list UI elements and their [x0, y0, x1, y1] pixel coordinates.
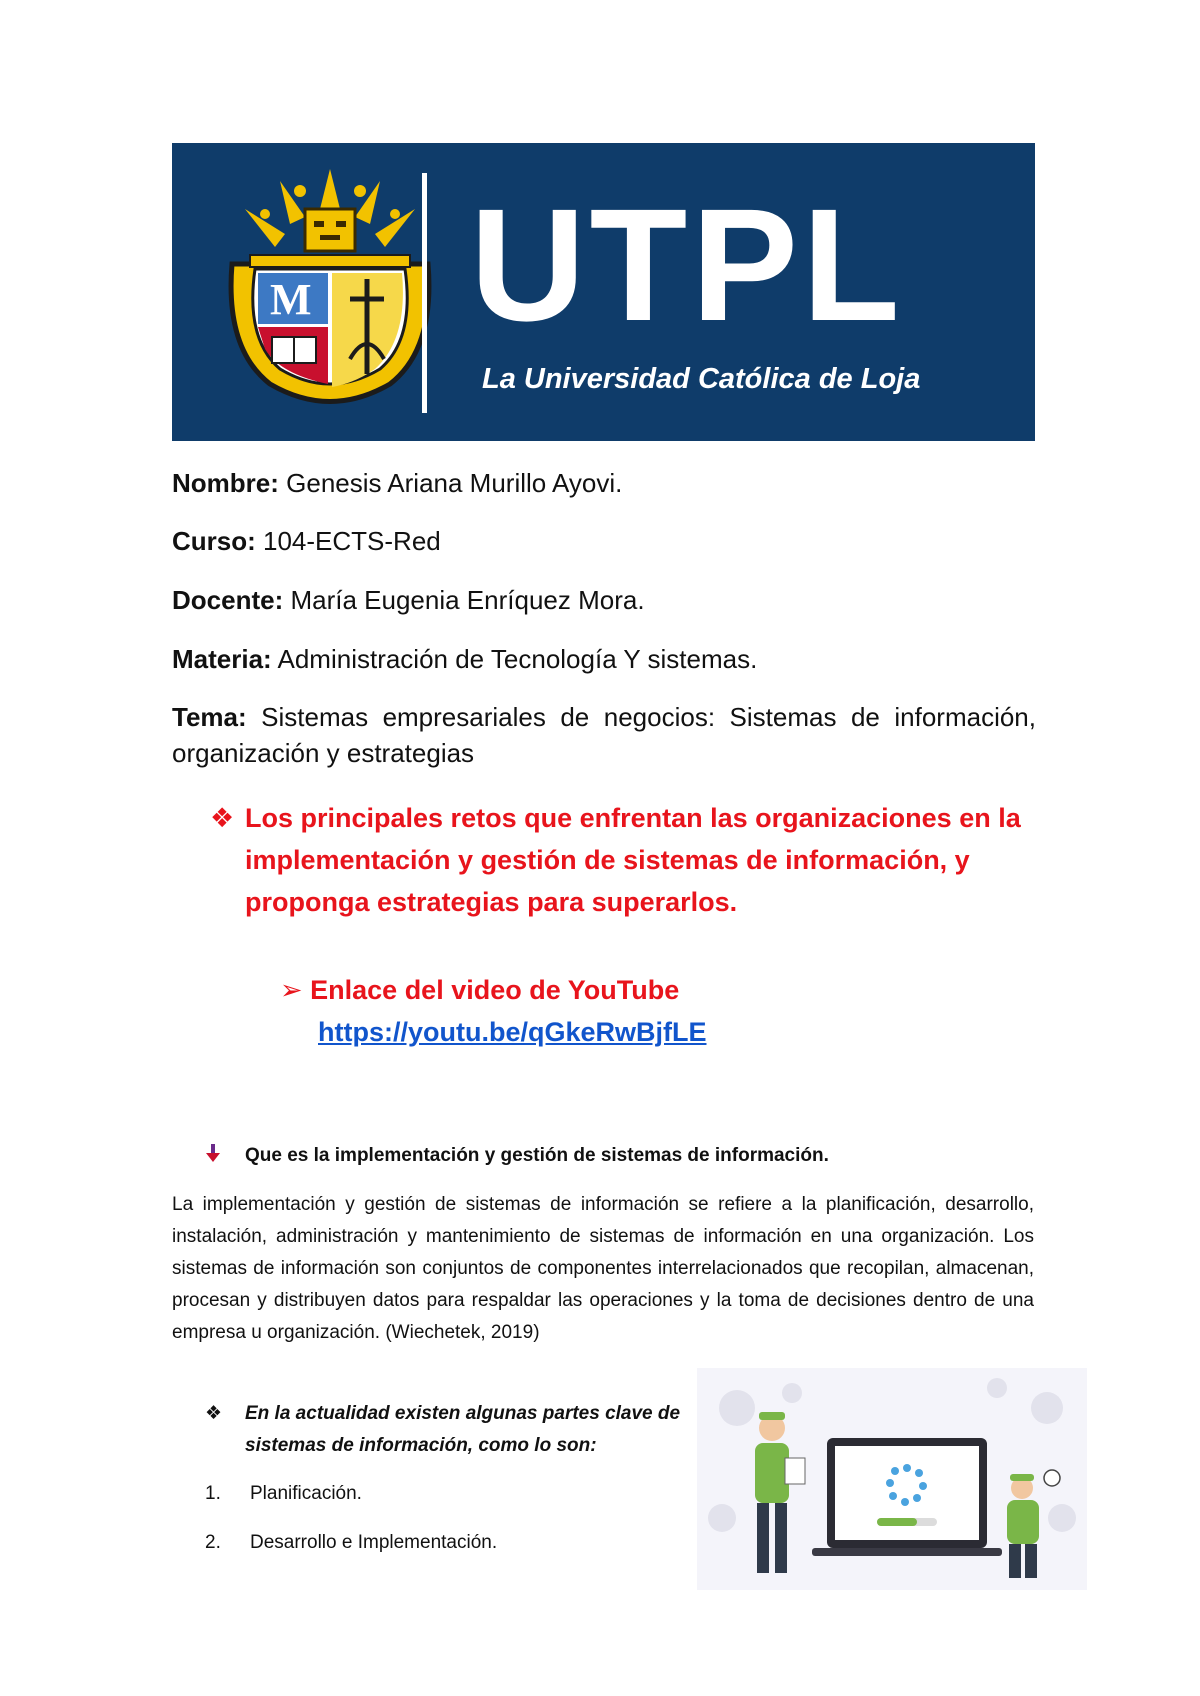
- field-docente: [172, 582, 1036, 618]
- utpl-tagline: La Universidad Católica de Loja: [482, 363, 921, 395]
- partes-text: En la actualidad existen algunas partes clave de sistemas de información, como lo son:: [245, 1403, 681, 1456]
- field-value: Administración de Tecnología Y sistemas.: [271, 644, 758, 674]
- list-text: Desarrollo e Implementación.: [250, 1532, 498, 1553]
- field-curso: [172, 523, 1036, 559]
- field-label: Tema:: [172, 702, 247, 732]
- field-label: Curso:: [172, 526, 256, 556]
- field-value: 104-ECTS-Red: [255, 526, 441, 556]
- youtube-link[interactable]: https://youtu.be/qGkeRwBjfLE: [318, 1017, 707, 1047]
- down-arrow-bullet-icon: [205, 1142, 221, 1164]
- utpl-crest-icon: [210, 169, 450, 415]
- diamond-bullet-icon: ❖: [210, 803, 235, 833]
- list-number: 1.: [205, 1483, 221, 1504]
- system-setup-illustration-icon: [697, 1368, 1087, 1590]
- field-value: María Eugenia Enríquez Mora.: [283, 585, 645, 615]
- list-text: Planificación.: [250, 1483, 362, 1504]
- utpl-banner: [172, 143, 1035, 441]
- field-label: Materia:: [172, 644, 272, 674]
- field-tema: [172, 699, 1036, 771]
- utpl-title: UTPL: [470, 175, 904, 354]
- field-value: Sistemas empresariales de negocios: Sistemas de información, organización y estrategias: [172, 702, 1036, 768]
- illustration: [697, 1368, 1087, 1590]
- banner-divider: [422, 173, 427, 413]
- arrow-bullet-icon: ➢: [280, 975, 303, 1005]
- svg-text:M: M: [270, 275, 312, 324]
- list-number: 2.: [205, 1532, 221, 1553]
- video-heading: [280, 970, 679, 1010]
- field-materia: [172, 641, 1036, 677]
- section-paragraph: La implementación y gestión de sistemas de información se refiere a la planificación, desarrollo, instalación, administración y mantenimiento de sistemas de información en una organización. Los sistemas de información son conjuntos de componentes interrelacionados que recopilan, almacenan, procesan y distribuyen datos para respaldar las operaciones y la toma de decisiones dentro de una empresa u organización. (Wiechetek, 2019): [172, 1194, 1034, 1343]
- video-heading-text: Enlace del video de YouTube: [310, 975, 680, 1005]
- diamond-bullet-icon: ❖: [205, 1403, 223, 1424]
- main-question-text: Los principales retos que enfrentan las organizaciones en la implementación y gestión de sistemas de información, y proponga estrategias para superarlos.: [245, 803, 1021, 917]
- field-label: Nombre:: [172, 468, 279, 498]
- field-label: Docente:: [172, 585, 284, 615]
- section-heading-text: Que es la implementación y gestión de sistemas de información.: [245, 1145, 829, 1166]
- field-nombre: [172, 465, 1036, 501]
- field-value: Genesis Ariana Murillo Ayovi.: [278, 468, 623, 498]
